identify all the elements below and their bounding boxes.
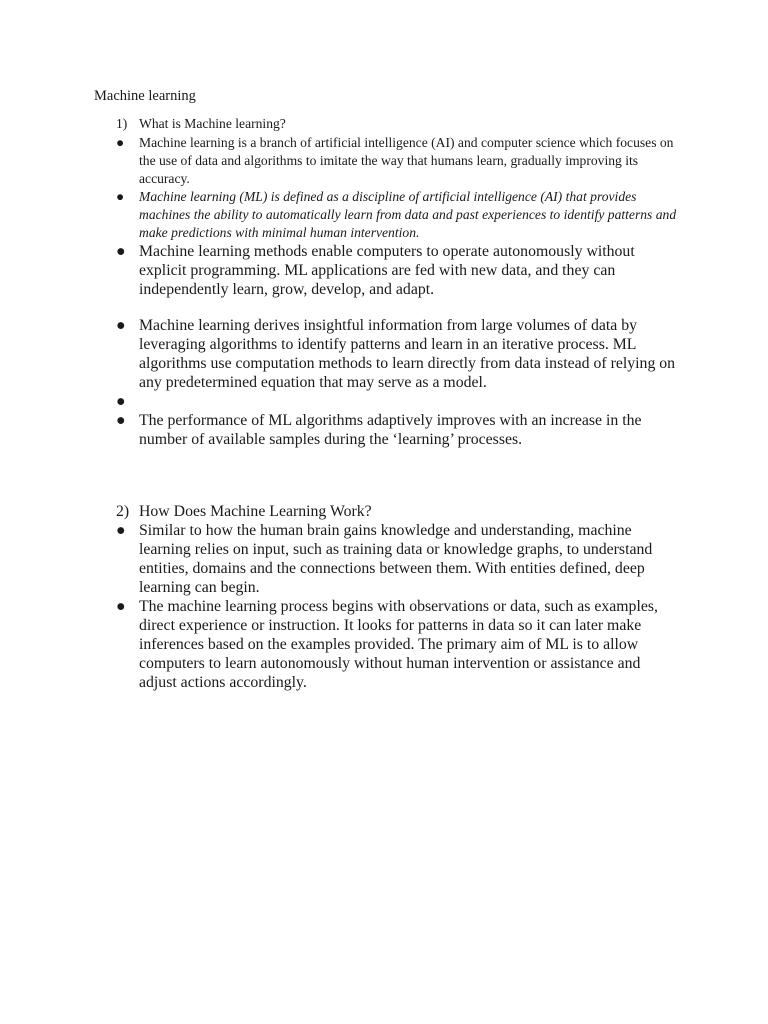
section-2-number: 2) [116, 503, 130, 520]
list-item-text: Similar to how the human brain gains knowledge and understanding, machine learning relies on input, such as training data or knowledge graphs, to understand entities, domains and the connections between them. With entities defined, deep learning can begin. [139, 522, 653, 596]
section-1-title: What is Machine learning? [139, 116, 286, 131]
list-item-text: The machine learning process begins with observations or data, such as examples, direct experience or instruction. It looks for patterns in data so it can later make inferences based on the examples provided. The primary aim of ML is to allow computers to learn autonomously without human intervention or assistance and adjust actions accordingly. [139, 598, 658, 691]
section-1-number: 1) [116, 116, 128, 131]
bullet-icon: ● [116, 598, 126, 615]
bullet-icon: ● [116, 393, 126, 410]
list-item-text: Machine learning (ML) is defined as a discipline of artificial intelligence (AI) that provides machines the ability to automatically learn from data and past experiences to identify patterns and make predictions with minimal human intervention. [139, 189, 677, 240]
bullet-icon: ● [116, 243, 126, 260]
list-item-text: Machine learning derives insightful information from large volumes of data by leveraging algorithms to identify patterns and learn in an iterative process. ML algorithms use computation methods to learn directly from data instead of relying on any predetermined equation that may serve as a model. [139, 317, 676, 391]
list-item-text: Machine learning is a branch of artificial intelligence (AI) and computer science which focuses on the use of data and algorithms to imitate the way that humans learn, gradually improving its accuracy. [139, 135, 674, 186]
bullet-icon: ● [116, 135, 125, 150]
document-title: Machine learning [94, 88, 196, 104]
section-2-title: How Does Machine Learning Work? [139, 503, 372, 520]
bullet-icon: ● [116, 522, 126, 539]
bullet-icon: ● [116, 317, 126, 334]
list-item-text: Machine learning methods enable computers to operate autonomously without explicit programming. ML applications are fed with new data, and they can independently learn, grow, develop, and adapt. [139, 243, 635, 298]
list-item-text: The performance of ML algorithms adaptively improves with an increase in the number of available samples during the ‘learning’ processes. [139, 412, 642, 448]
bullet-icon: ● [116, 412, 126, 429]
bullet-icon: ● [116, 189, 125, 204]
